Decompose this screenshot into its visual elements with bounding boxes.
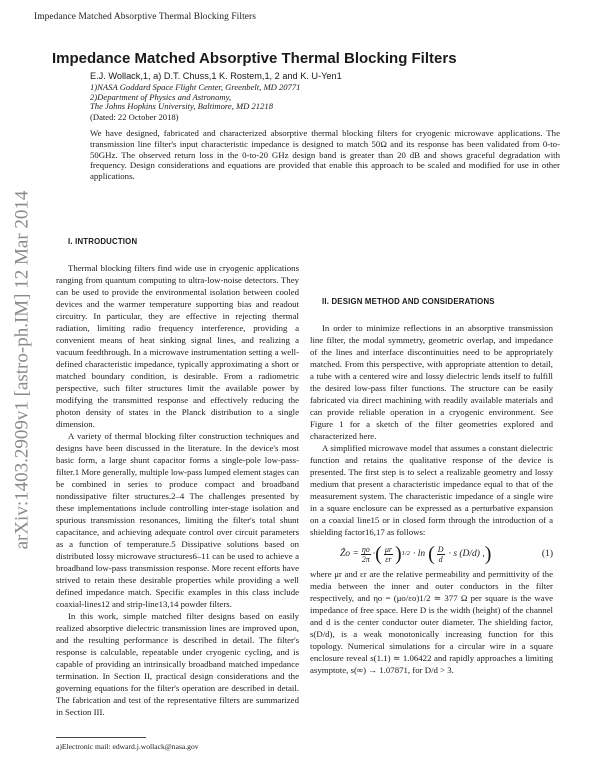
affiliation-1: 1)NASA Goddard Space Flight Center, Greenbelt, MD 20771 [90, 82, 301, 92]
footnote-email: a)Electronic mail: edward.j.wollack@nasa.gov [56, 742, 199, 751]
intro-paragraph-2: A variety of thermal blocking filter construction techniques and designs have been discussed in the literature. In the device's most basic form, a large shunt capacitor forms a single-pole low-pass-filter.1 More generally, multiple low-pass lumped element stages can be combined in series to produce compact and broadband nondissipative filter structures.2–4 The challenges presented by these implementations include controlling inter-stage isolation and spurious transmission resonances, limiting the filter's total shunt capacitance, and achieving adequate control over circuit parameters as a function of temperature.5 Dissipative solutions based on distributed lossy microwave structures6–11 can be used to achieve a broadband low-pass transmission response. More recent efforts have strived to retain these desirable properties while providing a well defined impedance match. Specific examples in this class include coaxial-lines12 and strip-line13,14 powder filters. [56, 431, 299, 609]
equation-number: (1) [541, 549, 553, 559]
author-list: E.J. Wollack,1, a) D.T. Chuss,1 K. Rostem,1, 2 and K. U-Yen1 [90, 71, 342, 81]
design-paragraph-2: A simplified microwave model that assumes a constant dielectric function and retains the qualitative response of the device is presented. The first step is to select a realizable geometry and lossy medium that present a characteristic impedance equal to that of the measurement system. The characteristic impedance of a single wire in a square enclosure can be expressed as a perturbative expansion on a coaxial line15 or in closed form through the introduction of a shielding factor16,17 as follows: [310, 443, 553, 537]
affiliation-2: 2)Department of Physics and Astronomy, [90, 92, 232, 102]
left-column [56, 236, 299, 718]
equation-1: Ẑo = $\frac{\eta o}{2\pi}$ · ( $\frac{\mu r}{\varepsilon r}$ ) 1/2 · ln ( $\frac{D}{d}$ · s (D/d) , ) (1) [340, 543, 553, 565]
abstract: We have designed, fabricated and characterized absorptive thermal blocking filters for cryogenic microwave applications. The transmission line filter's input characteristic impedance is designed to match 50Ω and its response has been validated from 0-to-50GHz. The observed return loss in the 0-to-20 GHz design band is greater than 20 dB and shows graceful degradation with frequency. Design considerations and equations are provided that enable this approach to be scaled and modified for use in other applications. [90, 128, 560, 182]
affiliation-3: The Johns Hopkins University, Baltimore, MD 21218 [90, 101, 273, 111]
section-heading-design: II. DESIGN METHOD AND CONSIDERATIONS [322, 297, 495, 306]
intro-paragraph-3: In this work, simple matched filter designs based on easily realized absorptive dielectric transmission lines are improved upon, and the resulting performance is described in detail. The filter's response is calculable, repeatable under cryogenic cycling, and is capable of providing an intrinsically broadband matched impedance termination. In Section II, practical design considerations and the governing equations for the filter's operation are described in detail. The fabrication and test of the representative filters are summarized in Section III. [56, 611, 299, 717]
dated-line: (Dated: 22 October 2018) [90, 112, 179, 122]
running-head: Impedance Matched Absorptive Thermal Blocking Filters [34, 12, 256, 22]
section-heading-introduction: I. INTRODUCTION [68, 237, 138, 246]
design-paragraph-1: In order to minimize reflections in an absorptive transmission line filter, the modal symmetry, geometric overlap, and impedance of the lines and interface discontinuities need to be appropriately matched. From this perspective, with appropriate attention to detail, a tube with a centered wire and lossy dielectric lends itself to fulfill the desired low-pass filter functions. The structure can be easily fabricated via direct machining with readily available materials and can provide reliable operation in a cryogenic environment. See Figure 1 for a sketch of the filter geometries explored and characterized here. [310, 323, 553, 441]
paper-title: Impedance Matched Absorptive Thermal Blocking Filters [52, 50, 457, 67]
intro-paragraph-1: Thermal blocking filters find wide use in cryogenic applications ranging from quantum computing to ultra-low-noise detectors. They can be used to provide the environmental isolation between cooled devices and the warmer temperature supporting bias and readout circuitry. In particular, they are effective in rejecting thermal radiation, limiting radio frequency interference, providing a convenient means of heat sinking signal lines, and realizing a vacuum feedthrough. In a microwave instrumentation setting a well-defined characteristic impedance, typically approximating a short or matched boundary condition, is desirable. From a radiometric perspective, such filter structures limit the available power by modifying the transmitted response and effectively reducing the photon density of states in the Planck distribution to a single dimension. [56, 263, 299, 429]
design-paragraph-3: where μr and εr are the relative permeability and permittivity of the media between the inner and outer conductors in the filter respectively, and ηo = (μo/εo)1/2 ≃ 377 Ω per square is the wave impedance of free space. Here D is the width (height) of the channel and d is the center conductor outer diameter. The shielding factor, s(D/d), is a weak monotonically increasing function for this topology. Numerical simulations for a circular wire in a square enclosure reveal s(1.1) ≃ 1.06422 and rapidly approaches a limiting asymptote, s(∞) → 1.07871, for D/d > 3. [310, 569, 553, 675]
right-column [310, 296, 553, 676]
footnote-rule [56, 737, 146, 738]
arxiv-stamp: arXiv:1403.2909v1 [astro-ph.IM] 12 Mar 2014 [11, 190, 32, 550]
